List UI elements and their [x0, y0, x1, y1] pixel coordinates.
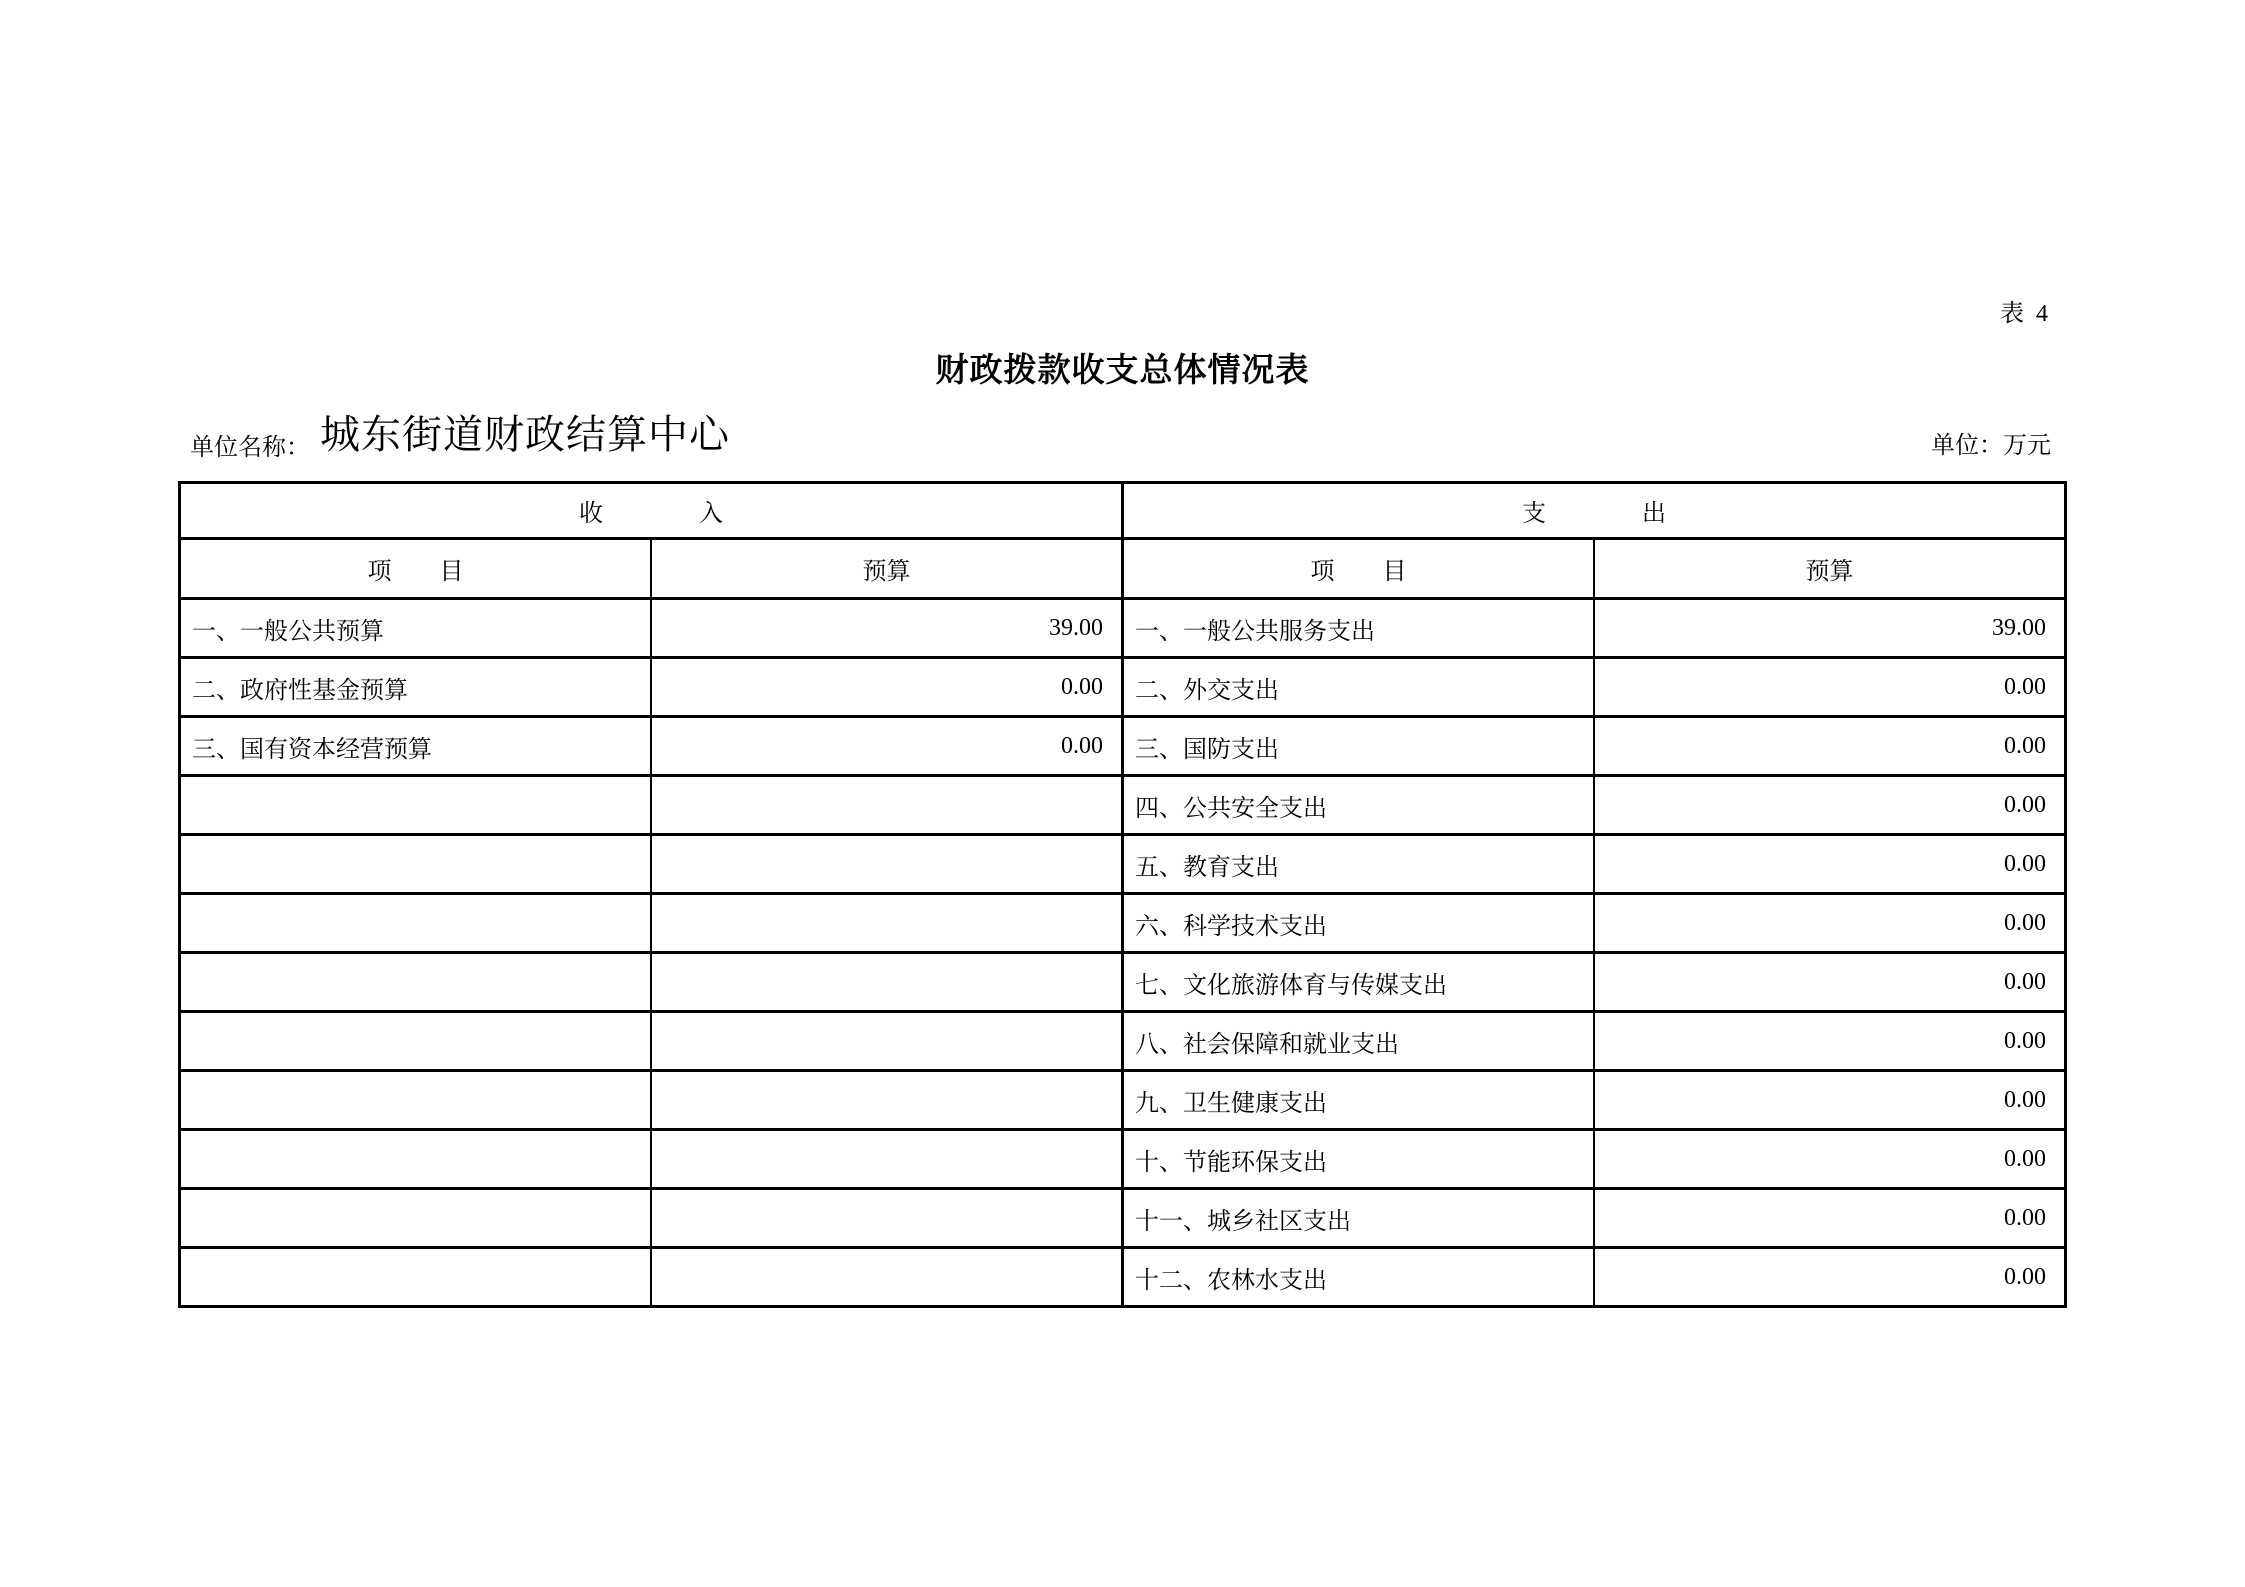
income-section-header: 收 入: [180, 483, 1123, 539]
income-item-cell: [180, 1248, 652, 1307]
income-budget-cell: [651, 776, 1123, 835]
table-row: [180, 835, 2066, 894]
income-item-header: 项 目: [180, 539, 652, 599]
budget-table: [178, 481, 2067, 1308]
expense-budget-cell: 0.00: [1594, 1248, 2066, 1307]
income-budget-cell: 39.00: [651, 599, 1123, 658]
expense-item-cell: 六、科学技术支出: [1123, 894, 1595, 953]
expense-section-header: 支 出: [1123, 483, 2066, 539]
table-row: [180, 1248, 2066, 1307]
table-row: [180, 1130, 2066, 1189]
column-header-row: [180, 539, 2066, 599]
unit-name-value: 城东街道财政结算中心: [320, 412, 730, 457]
expense-budget-cell: 0.00: [1594, 1189, 2066, 1248]
table-row: [180, 776, 2066, 835]
expense-item-cell: 五、教育支出: [1123, 835, 1595, 894]
income-budget-cell: [651, 1130, 1123, 1189]
income-item-cell: [180, 835, 652, 894]
income-item-cell: [180, 1189, 652, 1248]
expense-budget-cell: 0.00: [1594, 1012, 2066, 1071]
expense-item-cell: 四、公共安全支出: [1123, 776, 1595, 835]
income-budget-cell: [651, 1248, 1123, 1307]
table-row: [180, 599, 2066, 658]
expense-item-header: 项 目: [1123, 539, 1595, 599]
income-budget-header: 预算: [651, 539, 1123, 599]
expense-item-cell: 一、一般公共服务支出: [1123, 599, 1595, 658]
table-row: [180, 894, 2066, 953]
expense-item-cell: 十、节能环保支出: [1123, 1130, 1595, 1189]
table-row: [180, 1071, 2066, 1130]
income-item-cell: [180, 1071, 652, 1130]
expense-budget-cell: 0.00: [1594, 894, 2066, 953]
table-row: [180, 658, 2066, 717]
income-budget-cell: [651, 894, 1123, 953]
income-budget-cell: [651, 1189, 1123, 1248]
expense-budget-cell: 0.00: [1594, 835, 2066, 894]
expense-item-cell: 九、卫生健康支出: [1123, 1071, 1595, 1130]
table-row: [180, 717, 2066, 776]
expense-budget-cell: 0.00: [1594, 953, 2066, 1012]
income-item-cell: 二、政府性基金预算: [180, 658, 652, 717]
expense-item-cell: 十一、城乡社区支出: [1123, 1189, 1595, 1248]
income-item-cell: [180, 1130, 652, 1189]
expense-item-cell: 三、国防支出: [1123, 717, 1595, 776]
income-budget-cell: [651, 1012, 1123, 1071]
expense-budget-cell: 0.00: [1594, 1071, 2066, 1130]
income-budget-cell: [651, 835, 1123, 894]
income-budget-cell: [651, 1071, 1123, 1130]
expense-item-cell: 八、社会保障和就业支出: [1123, 1012, 1595, 1071]
income-budget-cell: 0.00: [651, 658, 1123, 717]
income-item-cell: 三、国有资本经营预算: [180, 717, 652, 776]
income-budget-cell: [651, 953, 1123, 1012]
expense-item-cell: 十二、农林水支出: [1123, 1248, 1595, 1307]
table-row: [180, 1012, 2066, 1071]
income-item-cell: 一、一般公共预算: [180, 599, 652, 658]
income-budget-cell: 0.00: [651, 717, 1123, 776]
expense-budget-header: 预算: [1594, 539, 2066, 599]
income-item-cell: [180, 953, 652, 1012]
expense-budget-cell: 0.00: [1594, 1130, 2066, 1189]
unit-name-label: 单位名称：: [190, 435, 310, 461]
expense-budget-cell: 0.00: [1594, 776, 2066, 835]
section-header-row: [180, 483, 2066, 539]
page-title: 财政拨款收支总体情况表: [935, 353, 1310, 389]
expense-budget-cell: 39.00: [1594, 599, 2066, 658]
table-number-tag: 表 4: [2000, 301, 2051, 327]
table-row: [180, 1189, 2066, 1248]
income-item-cell: [180, 776, 652, 835]
income-item-cell: [180, 894, 652, 953]
unit-measure-note: 单位：万元: [1931, 433, 2051, 459]
income-item-cell: [180, 1012, 652, 1071]
expense-budget-cell: 0.00: [1594, 658, 2066, 717]
expense-item-cell: 七、文化旅游体育与传媒支出: [1123, 953, 1595, 1012]
expense-item-cell: 二、外交支出: [1123, 658, 1595, 717]
expense-budget-cell: 0.00: [1594, 717, 2066, 776]
table-row: [180, 953, 2066, 1012]
